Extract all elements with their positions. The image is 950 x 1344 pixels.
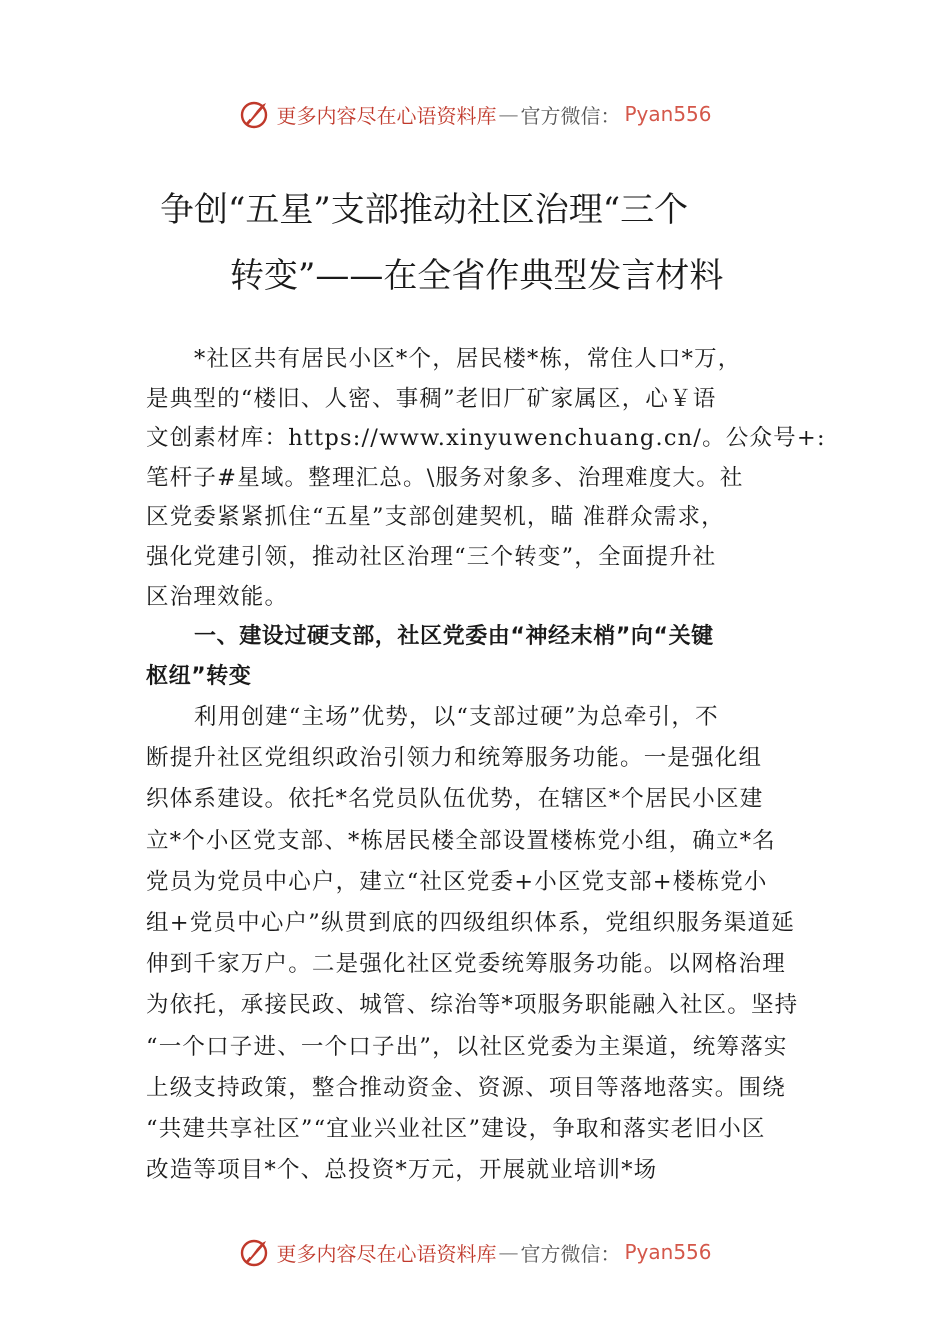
text-line: 立*个小区党支部、*栋居民楼全部设置楼栋党小组，确立*名 (146, 827, 776, 854)
footer-banner (0, 1232, 950, 1272)
banner-dash: — (498, 1240, 519, 1264)
text-line: 上级支持政策，整合推动资金、资源、项目等落地落实。围绕 (146, 1074, 786, 1101)
text-line: 改造等项目*个、总投资*万元，开展就业培训*场 (146, 1157, 658, 1184)
text-line: 利用创建“主场”优势，以“支部过硬”为总牵引，不 (194, 704, 719, 730)
title-line-2: 转变”——在全省作典型发言材料 (230, 256, 724, 296)
text-line: *社区共有居民小区*个，居民楼*栋，常住人口*万， (194, 346, 742, 372)
header-banner (0, 94, 950, 134)
banner-wechat-label: 官方微信： (520, 1241, 621, 1266)
quill-seal-logo-icon (238, 97, 272, 131)
text-line: 笔杆子#星域。整理汇总。\服务对象多、治理难度大。社 (146, 464, 744, 491)
banner-text: 更多内容尽在心语资料库 (276, 1241, 497, 1266)
text-line: “一个口子进、一个口子出”，以社区党委为主渠道，统筹落实 (146, 1033, 788, 1060)
text-line: 伸到千家万户。二是强化社区党委统筹服务功能。以网格治理 (146, 951, 786, 978)
text-line: 党员为党员中心户，建立“社区党委+小区党支部+楼栋党小 (146, 868, 768, 895)
banner-text: 更多内容尽在心语资料库 (276, 103, 497, 128)
quill-seal-logo-icon (238, 1235, 272, 1269)
text-line: 区治理效能。 (146, 583, 289, 610)
text-line: 区党委紧紧抓住“五星”支部创建契机，瞄 准群众需求， (146, 504, 725, 531)
section-heading-line: 一、建设过硬支部，社区党委由“神经末梢”向“关键 (194, 624, 714, 650)
text-line: 文创素材库：https://www.xinyuwenchuang.cn/。公众号+: (146, 425, 826, 452)
text-line: 是典型的“楼旧、人密、事稠”老旧厂矿家属区，心￥语 (146, 385, 717, 412)
section-one-body (146, 697, 826, 1191)
text-line: “共建共享社区”“宜业兴业社区”建设，争取和落实老旧小区 (146, 1115, 766, 1142)
banner-dash: — (498, 102, 519, 126)
text-line: 织体系建设。依托*名党员队伍优势，在辖区*个居民小区建 (146, 786, 764, 813)
intro-section (146, 340, 826, 696)
banner-wechat-id: Pyan556 (624, 102, 712, 126)
section-heading-line: 枢纽”转变 (146, 663, 252, 689)
text-line: 组+党员中心户”纵贯到底的四级组织体系，党组织服务渠道延 (146, 909, 795, 936)
text-line: 断提升社区党组织政治引领力和统筹服务功能。一是强化组 (146, 745, 763, 772)
title-line-1: 争创“五星”支部推动社区治理“三个 (160, 190, 689, 230)
text-line: 强化党建引领，推动社区治理“三个转变”，全面提升社 (146, 543, 717, 570)
text-line: 为依托，承接民政、城管、综治等*项服务职能融入社区。坚持 (146, 992, 799, 1019)
banner-wechat-label: 官方微信： (520, 103, 621, 128)
banner-wechat-id: Pyan556 (624, 1240, 712, 1264)
